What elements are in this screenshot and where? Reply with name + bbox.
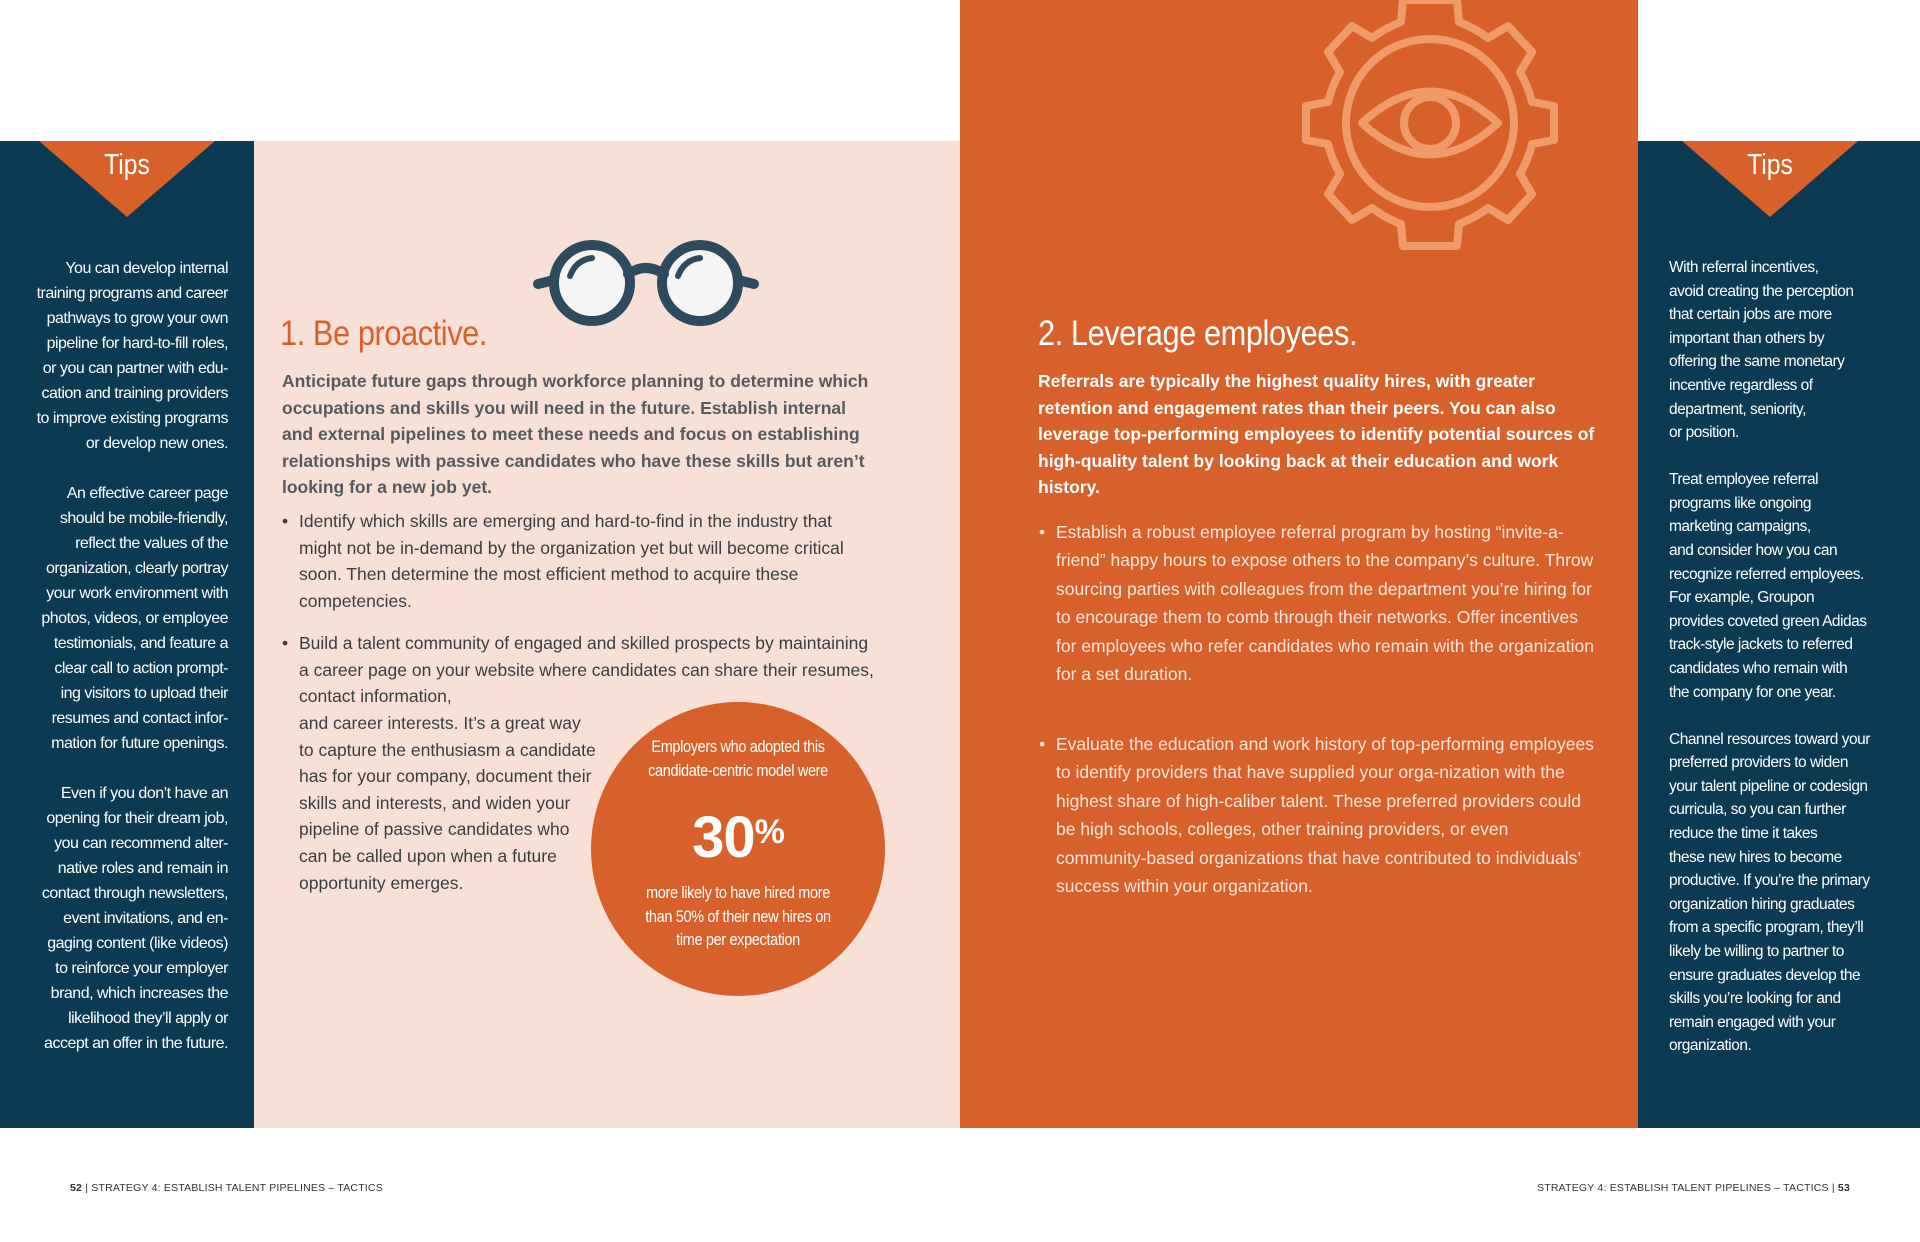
right-tips-text	[1669, 256, 1905, 1082]
section-1-bullet-continued: and career interests. It’s a great way to capture the enthusiasm a candidate has for your company, document their skills and interests, and widen your pipeline of passive candidates who can be called upon when a future opportunity emerges.	[299, 713, 596, 893]
tip-paragraph: Treat employee referral programs like ongoing marketing campaigns, and consider how you can recognize referred employees. For example, Groupon provides coveted green Adidas track-style jackets to referred candidates who remain with the company for one year.	[1669, 471, 1867, 701]
section-1-bullet	[282, 508, 879, 614]
bullet-text: Evaluate the education and work history of top-performing employees to identify providers that have supplied your orga-nization with the highest share of high-caliber talent. These preferred providers could be high schools, colleges, other training providers, or even community-based organizations that have contributed to individuals’ success within your organization.	[1056, 734, 1594, 897]
stat-description: Employers who adopted this candidate-centric model were	[648, 738, 828, 780]
tip-paragraph: An effective career page should be mobile-friendly, reflect the values of the organization, clearly portray your work environment with photos, videos, or employee testimonials, and feature a clear call to action prompt- ing visitors to upload their resumes and contact infor- mation for future openings.	[41, 485, 228, 752]
left-tips-tab	[39, 141, 215, 217]
left-tips-text	[18, 256, 228, 1081]
section-1-bullet	[282, 630, 879, 710]
section-2-bullet	[1039, 518, 1596, 688]
stat-callout	[591, 702, 885, 996]
footer-right	[1537, 1182, 1850, 1194]
bullet-dot: •	[282, 511, 289, 531]
bullet-text: Identify which skills are emerging and hard-to-find in the industry that might not be in-demand by the organization yet but will become critical soon. Then determine the most efficient method to acquire these competencies.	[299, 511, 844, 611]
bullet-dot: •	[282, 633, 289, 653]
page-number: 52	[70, 1182, 83, 1194]
footer-label: STRATEGY 4: ESTABLISH TALENT PIPELINES – TACTICS	[91, 1182, 383, 1194]
section-2-heading: 2. Leverage employees.	[1038, 314, 1358, 353]
bullet-dot: •	[1039, 522, 1046, 542]
section-1-heading: 1. Be proactive.	[280, 314, 487, 353]
tips-label: Tips	[104, 149, 150, 181]
right-tips-tab	[1682, 141, 1858, 217]
section-2-bullet	[1039, 730, 1596, 900]
footer-separator: |	[1831, 1182, 1835, 1194]
tip-paragraph: With referral incentives, avoid creating the perception that certain jobs are more important than others by offering the same monetary incentive regardless of department, seniority, or position.	[1669, 259, 1854, 442]
tip-paragraph: Even if you don’t have an opening for their dream job, you can recommend alter- native roles and remain in contact through newsletters, event invitations, and en- gaging content (like videos) to reinforce your employer brand, which increases the likelihood they’ll apply or accept an offer in the future.	[41, 785, 228, 1052]
stat-unit: %	[754, 813, 784, 851]
tip-paragraph: Channel resources toward your preferred providers to widen your talent pipeline or codesign curricula, so you can further reduce the time it takes these new hires to become productive. If you’re the primary organization hiring graduates from a specific program, they’ll likely be willing to partner to ensure graduates develop the skills you’re looking for and remain engaged with your organization.	[1669, 730, 1870, 1055]
stat-caption: more likely to have hired more than 50% of their new hires on time per expectation	[645, 884, 831, 949]
footer-label: STRATEGY 4: ESTABLISH TALENT PIPELINES – TACTICS	[1537, 1182, 1829, 1194]
section-1-intro: Anticipate future gaps through workforce planning to determine which occupations and skills you will need in the future. Establish internal and external pipelines to meet these needs and focus on establishing relationships with passive candidates who have these skills but aren’t looking for a new job yet.	[282, 371, 869, 498]
bullet-text: Build a talent community of engaged and skilled prospects by maintaining a career page on your website where candidates can share their resumes, contact information,	[299, 633, 874, 707]
section-2-intro: Referrals are typically the highest quality hires, with greater retention and engagement rates than their peers. You can also leverage top-performing employees to identify potential sources of high-quality talent by looking back at their education and work history.	[1038, 371, 1595, 498]
stat-value: 30%	[692, 805, 784, 870]
footer-left	[70, 1182, 383, 1194]
glasses-icon	[532, 238, 760, 330]
tip-paragraph: You can develop internal training programs and career pathways to grow your own pipeline for hard-to-fill roles, or you can partner with edu- cation and training providers to improve existing programs or develop new ones.	[36, 260, 228, 452]
bullet-dot: •	[1039, 734, 1046, 754]
tips-label: Tips	[1747, 149, 1793, 181]
bullet-text: Establish a robust employee referral program by hosting “invite-a-friend” happy hours to expose others to the company’s culture. Throw sourcing parties with colleagues from the department you’re hiring for to encourage them to comb through their networks. Offer incentives for employees who refer candidates who remain with the organization for a set duration.	[1056, 522, 1594, 685]
page-number: 53	[1837, 1182, 1850, 1194]
footer-separator: |	[85, 1182, 89, 1194]
gear-eye-icon	[1270, 0, 1590, 260]
